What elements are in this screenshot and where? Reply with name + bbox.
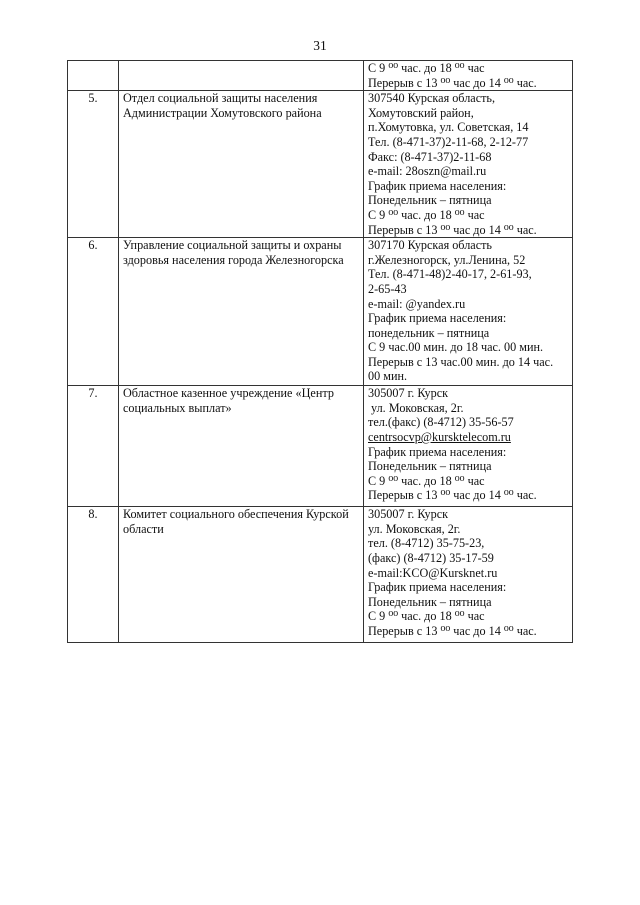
schedule-hours: С 9 ⁰⁰ час. до 18 ⁰⁰ час [368, 61, 485, 75]
schedule-break: Перерыв с 13 ⁰⁰ час до 14 ⁰⁰ час. [368, 623, 537, 638]
address-line: ул. Моковская, 2г. [368, 521, 461, 536]
schedule-title: График приема населения: [368, 311, 507, 326]
row-number [68, 61, 119, 91]
email-line: e-mail: @yandex.ru [368, 296, 466, 311]
email-line: e-mail: 28oszn@mail.ru [368, 164, 487, 179]
row-number: 7. [68, 386, 119, 507]
address-line: 305007 г. Курск [368, 507, 449, 522]
address-line: 305007 г. Курск [368, 386, 449, 401]
email-line: e-mail:KCO@Kursknet.ru [368, 565, 498, 580]
organization-name: Областное казенное учреждение «Центр социальных выплат» [119, 386, 364, 507]
table-row [68, 507, 573, 643]
table-row [68, 238, 573, 386]
address-line: Хомутовский район, [368, 105, 474, 120]
schedule-hours: С 9 ⁰⁰ час. до 18 ⁰⁰ час [368, 609, 485, 624]
contact-info [364, 61, 573, 91]
page-number: 31 [313, 38, 327, 53]
schedule-hours: С 9 час.00 мин. до 18 час. 00 мин. [368, 340, 544, 355]
phone-line: тел. (8-4712) 35-75-23, [368, 536, 485, 551]
schedule-break: Перерыв с 13 ⁰⁰ час до 14 ⁰⁰ час. [368, 488, 537, 503]
schedule-title: График приема населения: [368, 580, 507, 595]
row-number: 6. [68, 238, 119, 386]
row-number: 8. [68, 507, 119, 643]
address-line: 307540 Курская область, [368, 91, 496, 106]
schedule-days: понедельник – пятница [368, 325, 490, 340]
email-line[interactable]: centrsocvp@kursktelecom.ru [368, 429, 511, 444]
phone-line: тел.(факс) (8-4712) 35-56-57 [368, 415, 514, 430]
address-line: п.Хомутовка, ул. Советская, 14 [368, 120, 529, 135]
row-number: 5. [68, 91, 119, 238]
organization-name: Отдел социальной защиты населения Администрации Хомутовского района [119, 91, 364, 238]
schedule-break: Перерыв с 13 час.00 мин. до 14 час. [368, 354, 554, 369]
phone-line: Тел. (8-471-48)2-40-17, 2-61-93, [368, 267, 532, 282]
phone-line: 2-65-43 [368, 281, 407, 296]
phone-line: Тел. (8-471-37)2-11-68, 2-12-77 [368, 134, 529, 149]
table-row-continuation [68, 61, 573, 91]
schedule-title: График приема населения: [368, 178, 507, 193]
schedule-hours: С 9 ⁰⁰ час. до 18 ⁰⁰ час [368, 473, 485, 488]
schedule-days: Понедельник – пятница [368, 594, 492, 609]
contacts-table [67, 60, 573, 643]
address-line: 307170 Курская область [368, 238, 492, 253]
schedule-title: График приема населения: [368, 444, 507, 459]
schedule-break: Перерыв с 13 ⁰⁰ час до 14 ⁰⁰ час. [368, 75, 537, 90]
table-row [68, 91, 573, 238]
organization-name [119, 61, 364, 91]
schedule-days: Понедельник – пятница [368, 193, 492, 208]
schedule-break: Перерыв с 13 ⁰⁰ час до 14 ⁰⁰ час. [368, 222, 537, 237]
contact-info [364, 507, 573, 643]
fax-line: Факс: (8-471-37)2-11-68 [368, 149, 492, 164]
contact-info [364, 238, 573, 386]
schedule-break: 00 мин. [368, 369, 408, 384]
table-row [68, 386, 573, 507]
fax-line: (факс) (8-4712) 35-17-59 [368, 550, 494, 565]
organization-name: Комитет социального обеспечения Курской области [119, 507, 364, 643]
schedule-days: Понедельник – пятница [368, 459, 492, 474]
organization-name: Управление социальной защиты и охраны здоровья населения города Железногорска [119, 238, 364, 386]
contact-info [364, 91, 573, 238]
address-line: ул. Моковская, 2г. [368, 400, 464, 415]
contact-info [364, 386, 573, 507]
schedule-hours: С 9 ⁰⁰ час. до 18 ⁰⁰ час [368, 207, 485, 222]
address-line: г.Железногорск, ул.Ленина, 52 [368, 252, 526, 267]
